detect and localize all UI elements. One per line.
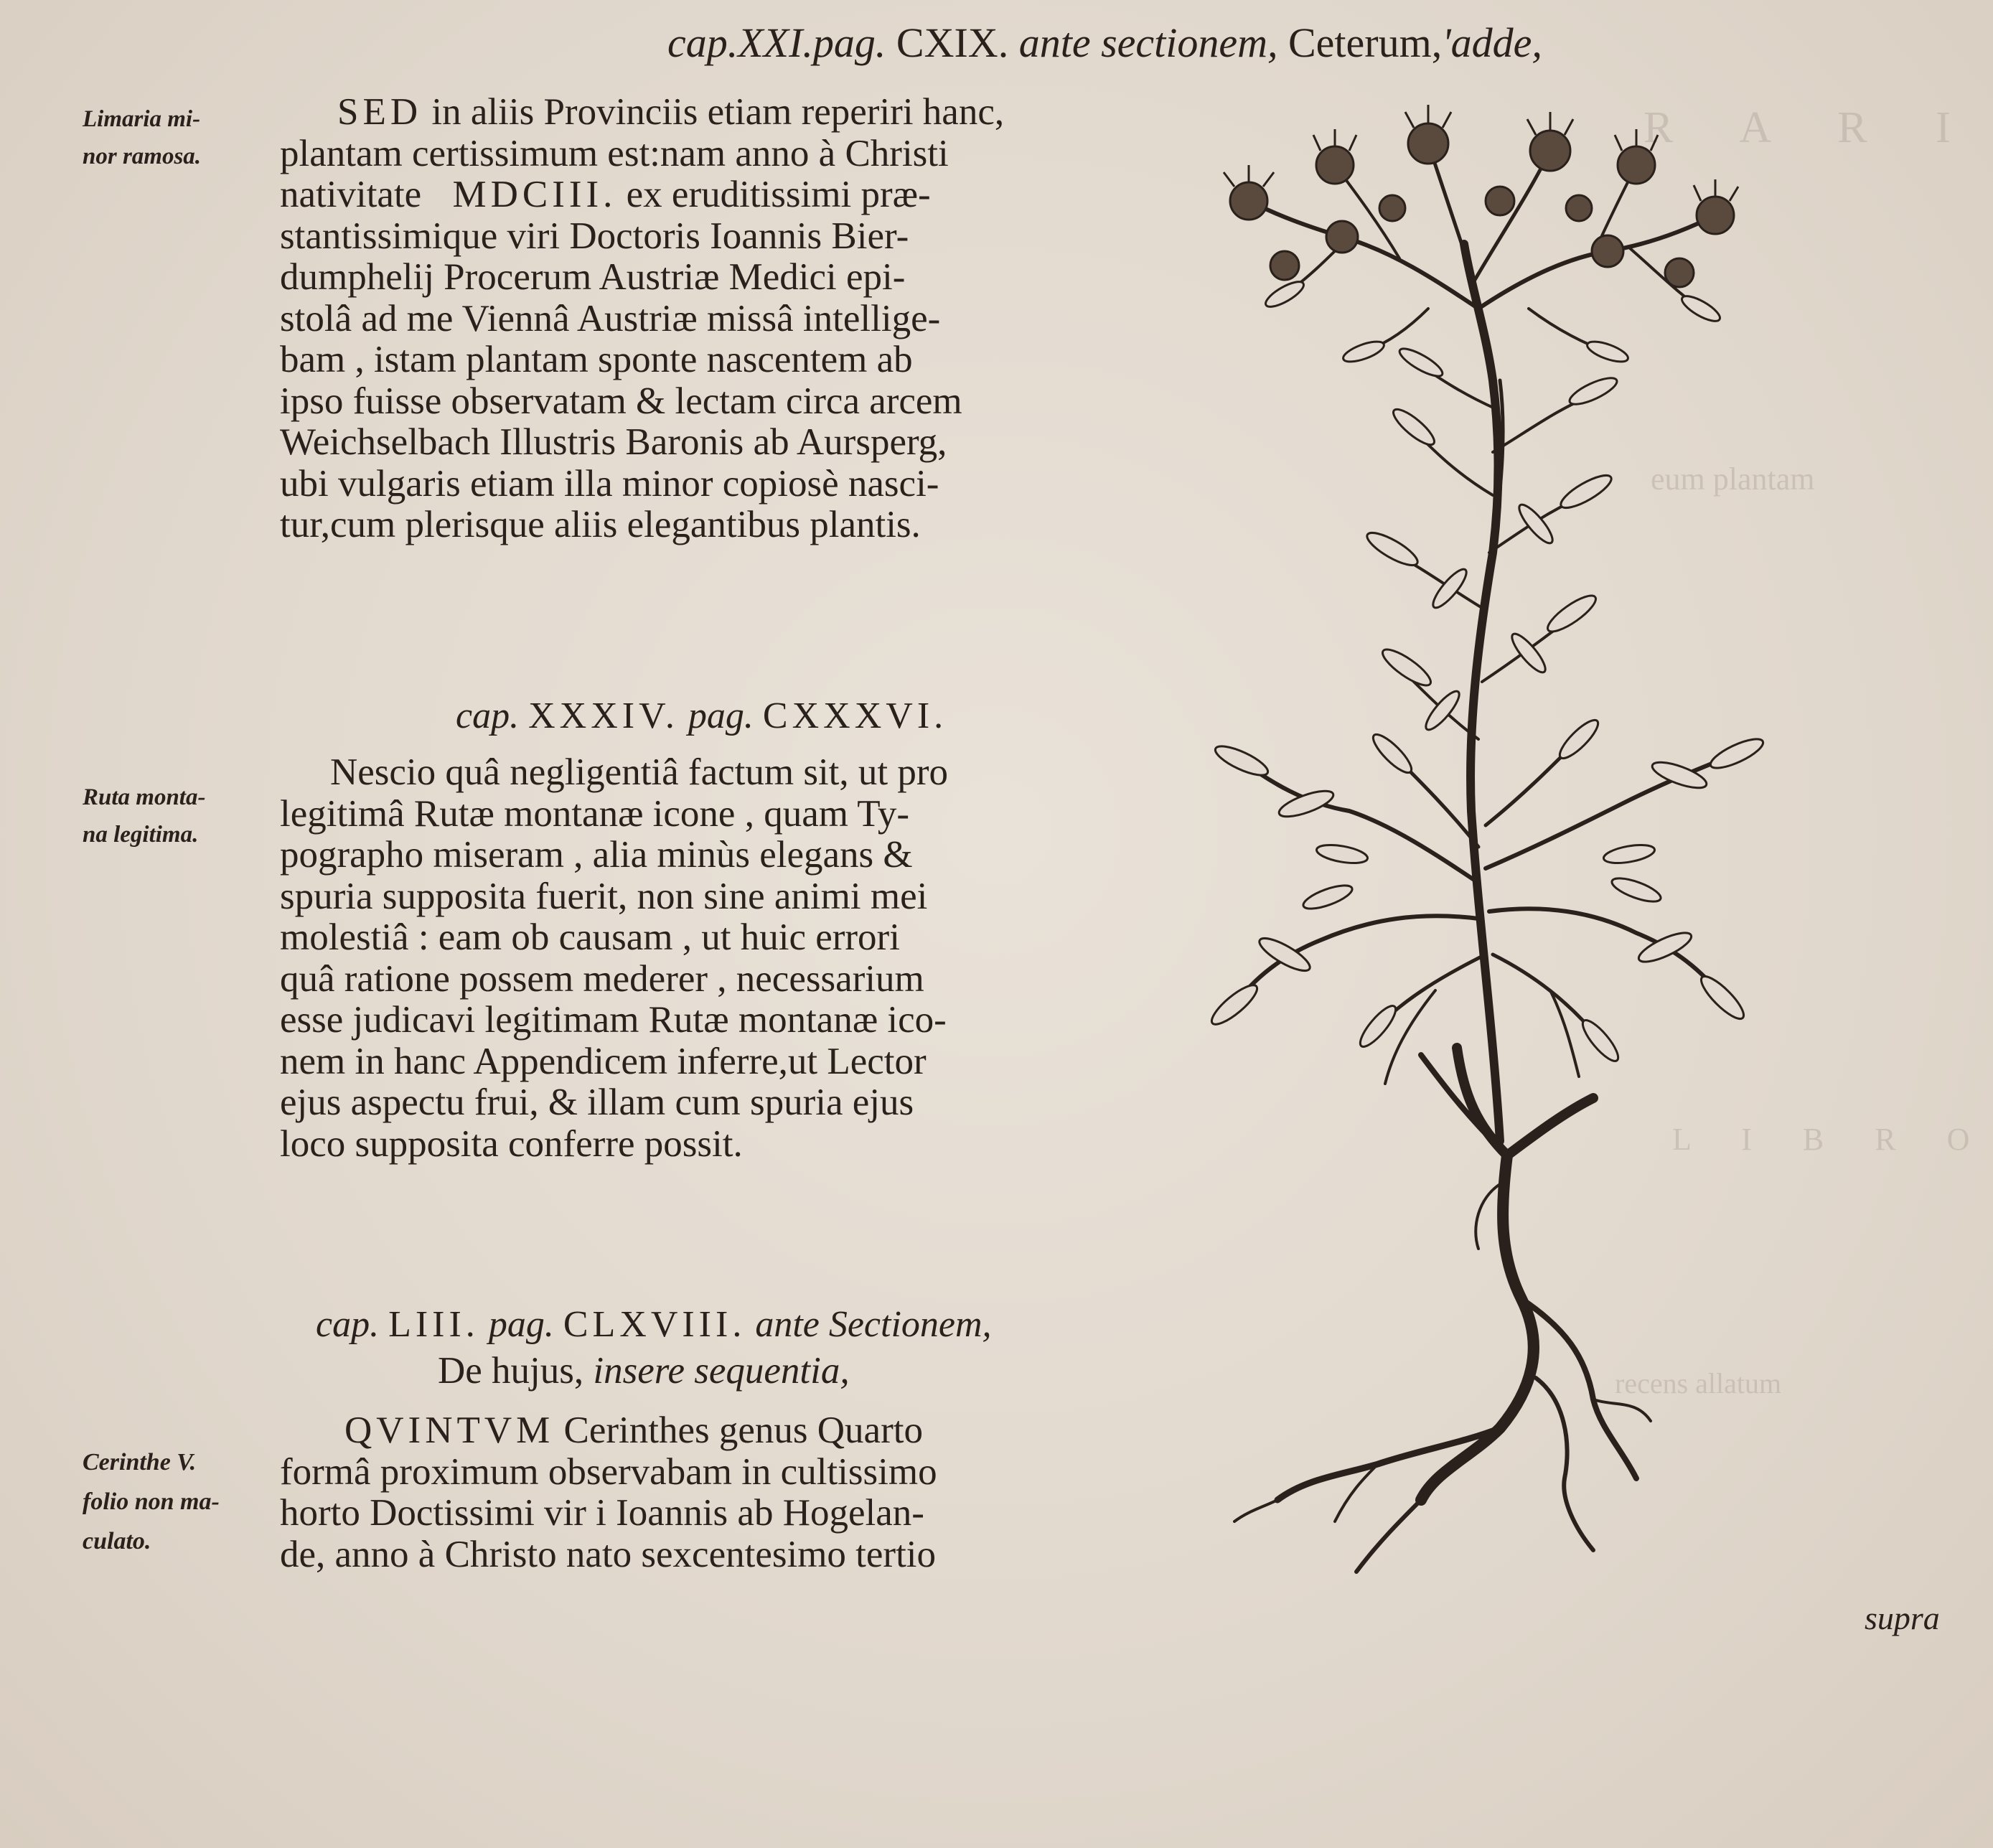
margin-note-line: na legitima.	[83, 822, 199, 848]
margin-note-ruta	[83, 779, 276, 853]
heading-num: LIII.	[388, 1304, 479, 1345]
header-cap: cap.XXI.	[667, 19, 813, 66]
paragraph-line: ipso fuisse observatam & lectam circa arcem	[280, 380, 962, 422]
catchword: supra	[1865, 1600, 1940, 1636]
margin-note-line: Cerinthe V.	[83, 1449, 197, 1476]
header-page-num: CXIX.	[896, 19, 1009, 66]
paragraph-line: quâ ratione possem mederer , necessarium	[280, 957, 924, 1000]
paragraph-3	[280, 1410, 1120, 1575]
heading-page-num: CLXVIII.	[563, 1304, 746, 1345]
paragraph-line: spuria supposita fuerit, non sine animi mei	[280, 875, 928, 917]
section-heading-2	[456, 695, 947, 738]
paragraph-line	[280, 92, 1120, 133]
paragraph-line: dumphelij Procerum Austriæ Medici epi-	[280, 256, 906, 298]
year-roman: MDCIII.	[452, 174, 617, 215]
paragraph-line: stantissimique viri Doctoris Ioannis Bier-	[280, 215, 909, 257]
section-heading-3-line2	[438, 1349, 850, 1392]
dropcap-sed: SED	[337, 91, 423, 133]
header-word: Ceterum,	[1288, 19, 1443, 66]
heading-text: De hujus,	[438, 1350, 584, 1392]
paragraph-line: stolâ ad me Viennâ Austriæ missâ intellige-	[280, 297, 941, 339]
paragraph-line: pographo miseram , alia minùs elegans &	[280, 834, 913, 876]
heading-cap: cap.	[456, 695, 520, 736]
paragraph-1	[280, 92, 1120, 546]
paragraph-text: in aliis Provinciis etiam reperiri hanc,	[431, 91, 1005, 133]
header-addition: 'adde,	[1442, 19, 1542, 66]
paragraph-line: formâ proximum observabam in cultissimo	[280, 1450, 937, 1493]
margin-note-line: Limaria mi-	[83, 106, 201, 132]
heading-text-italic: insere sequentia,	[593, 1350, 850, 1392]
paragraph-line: Nescio quâ negligentiâ factum sit, ut pro	[330, 751, 949, 793]
heading-ante: ante Sectionem,	[755, 1304, 992, 1345]
margin-note-line: nor ramosa.	[83, 144, 202, 169]
margin-note-line: culato.	[83, 1528, 151, 1554]
bleed-through-decoration: R A R I	[1643, 103, 1979, 152]
paragraph-line	[280, 174, 1120, 216]
margin-note-line: folio non ma-	[83, 1488, 220, 1515]
bleed-through-decoration: L I B R O	[1672, 1122, 1992, 1157]
dropcap-quintum: QVINTVM	[344, 1410, 555, 1451]
bleed-through-decoration: eum plantam	[1651, 461, 1815, 497]
plant-woodcut-illustration	[1163, 93, 1773, 1600]
paragraph-line: Weichselbach Illustris Baronis ab Aursperg,	[280, 421, 947, 463]
paragraph-2	[280, 752, 1120, 1165]
paragraph-line: molestiâ : eam ob causam , ut huic errori	[280, 916, 900, 958]
paragraph-line: tur,cum plerisque aliis elegantibus plantis.	[280, 504, 921, 545]
paragraph-line: de, anno à Christo nato sexcentesimo tertio	[280, 1533, 937, 1575]
paragraph-line: ejus aspectu frui, & illam cum spuria ejus	[280, 1082, 914, 1123]
paragraph-text: Cerinthes genus Quarto	[563, 1410, 923, 1451]
paragraph-text: nativitate	[280, 174, 422, 215]
paragraph-text: ex eruditissimi præ-	[626, 174, 931, 215]
header-ante: ante	[1018, 19, 1091, 66]
header-sectionem: sectionem,	[1101, 19, 1278, 66]
paragraph-line: plantam certissimum est:nam anno à Christi	[280, 132, 949, 174]
heading-pag: pag.	[488, 1304, 554, 1345]
paragraph-line: esse judicavi legitimam Rutæ montanæ ico-	[280, 999, 947, 1041]
paragraph-line: loco supposita conferre possit.	[280, 1122, 743, 1165]
heading-pag: pag.	[688, 695, 754, 736]
paragraph-line: nem in hanc Appendicem inferre,ut Lector	[280, 1040, 927, 1082]
margin-note-limaria	[83, 100, 276, 175]
margin-note-cerinthe	[83, 1443, 276, 1561]
paragraph-line: ubi vulgaris etiam illa minor copiosè nasci-	[280, 462, 939, 505]
paragraph-line: horto Doctissimi vir i Ioannis ab Hogelan-	[280, 1492, 924, 1534]
paragraph-line: bam , istam plantam sponte nascentem ab	[280, 339, 913, 380]
section-heading-3	[316, 1303, 992, 1346]
header-pag: pag.	[812, 19, 886, 66]
heading-page-num: CXXXVI.	[762, 695, 948, 736]
heading-num: XXXIV.	[528, 695, 679, 736]
paragraph-line: legitimâ Rutæ montanæ icone , quam Ty-	[280, 792, 910, 835]
paragraph-line	[280, 1410, 1120, 1452]
bleed-through-decoration: recens allatum	[1615, 1367, 1782, 1399]
running-header	[667, 14, 1658, 72]
margin-note-line: Ruta monta-	[83, 784, 206, 810]
heading-cap: cap.	[316, 1304, 380, 1345]
